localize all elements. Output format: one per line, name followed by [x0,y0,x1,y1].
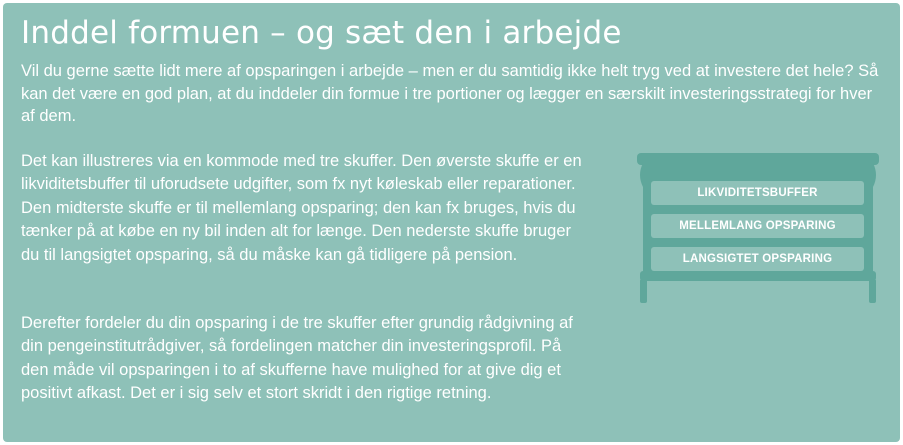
body-paragraph: Det kan illustreres via en kommode med tre skuffer. Den øverste skuffe er en likviditetsbuffer til uforudsete udgifter, som fx nyt køleskab eller reparationer. Den midterste skuffe er til mellemlang opsparing; den kan fx bruges, hvis du tænker på at købe en ny bil inden alt for længe. Den nederste skuffe bruger du til langsigtet opsparing, så du måske kan gå tidligere på pension. [21,152,582,264]
drawer-liquidity-buffer: LIKVIDITETSBUFFER [651,181,864,205]
info-card [3,3,900,442]
body-paragraph: Derefter fordeler du din opsparing i de tre skuffer efter grundig rådgivning af din pengeinstitutrådgiver, så fordelingen matcher din investeringsprofil. På den måde vil opsparingen i to af skufferne have mulighed for at give dig et positivt afkast. Det er i sig selv et stort skridt i den rigtige retning. [21,314,573,403]
page-title: Inddel formuen – og sæt den i arbejde [21,15,622,51]
drawer-long-term-savings: LANGSIGTET OPSPARING [651,247,864,271]
drawer-medium-term-savings: MELLEMLANG OPSPARING [651,214,864,238]
dresser-illustration [637,153,879,303]
intro-text: Vil du gerne sætte lidt mere af opsparingen i arbejde – men er du samtidig ikke helt tryg ved at investere det hele? Så kan det være en god plan, at du inddeler din formue i tre portioner og lægger en særskilt investeringsstrategi for hver af dem. [21,62,879,125]
